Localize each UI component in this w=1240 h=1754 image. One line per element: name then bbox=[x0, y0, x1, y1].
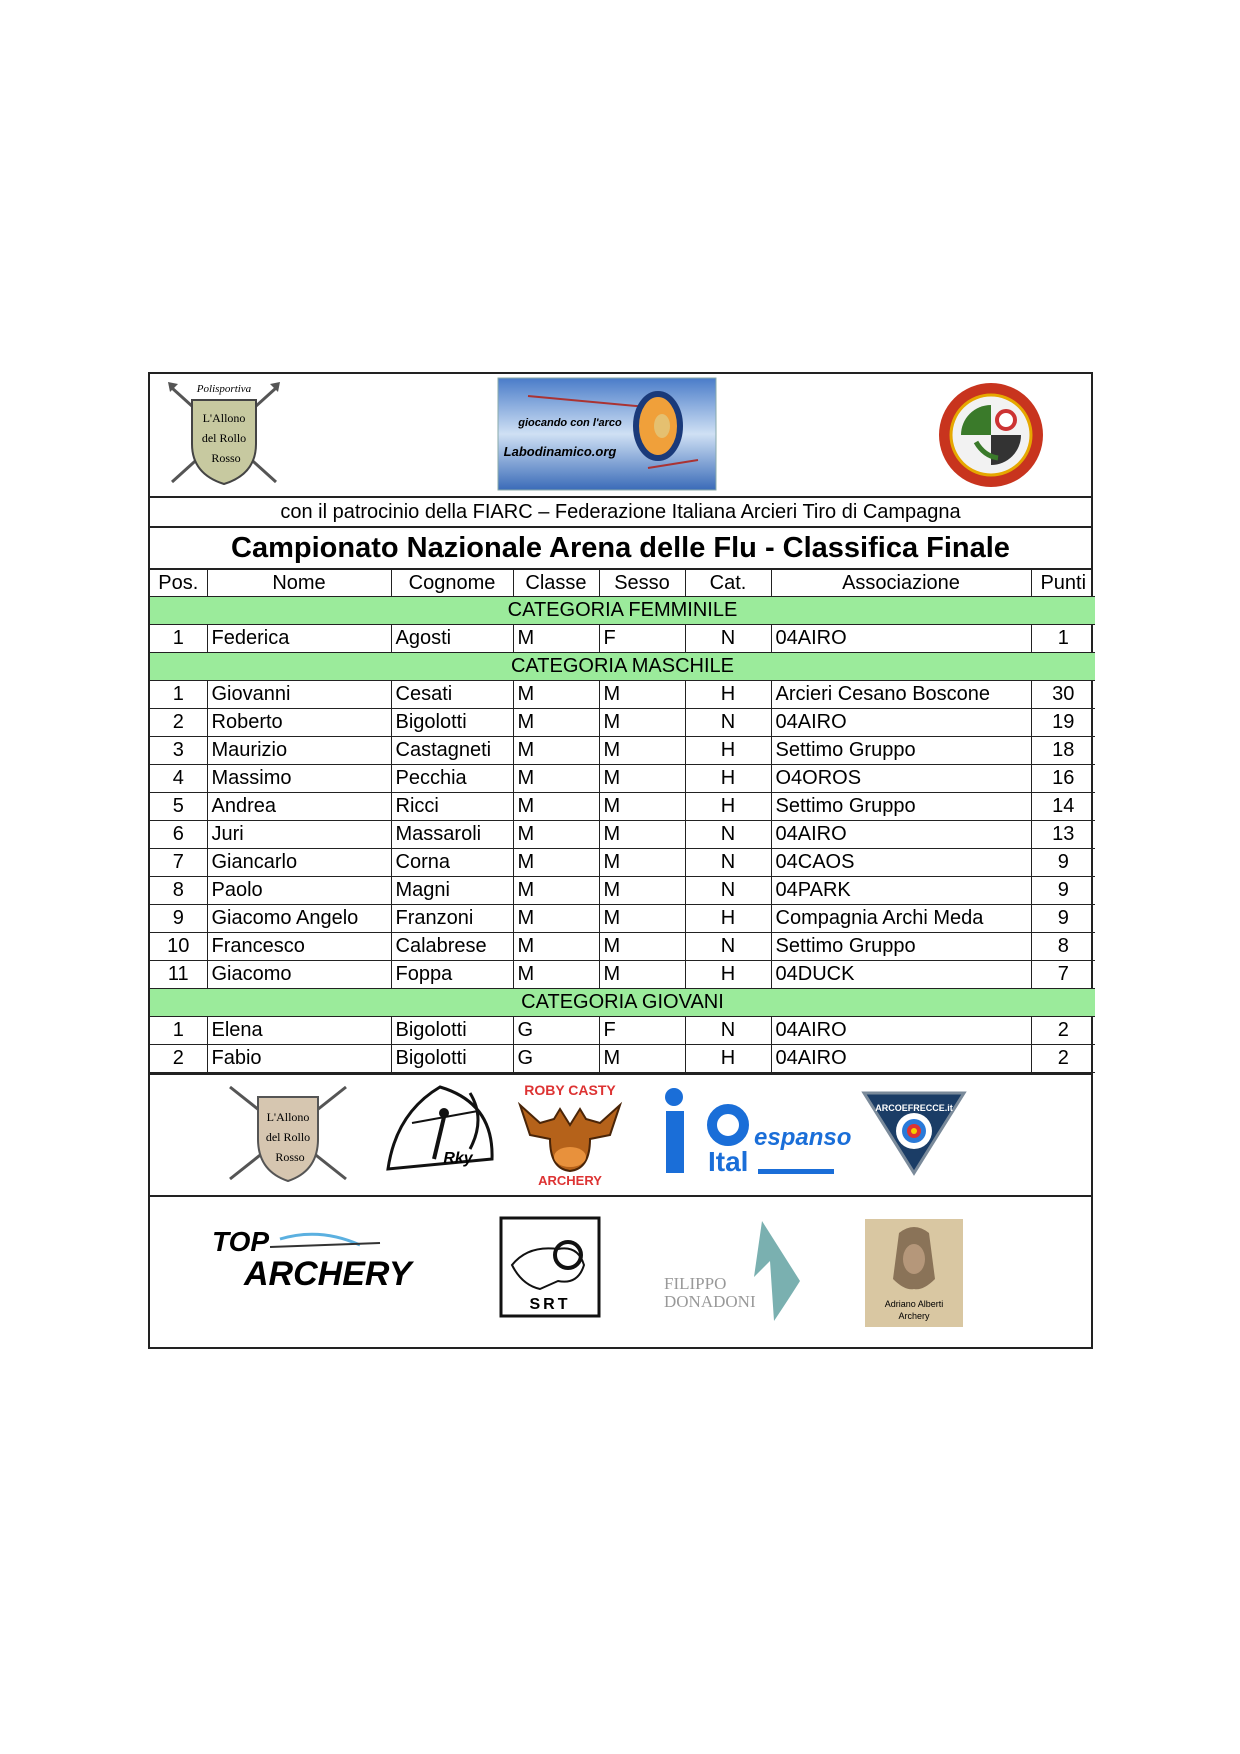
cell-classe: G bbox=[513, 1045, 599, 1073]
cell-sesso: F bbox=[599, 625, 685, 653]
cell-punti: 2 bbox=[1031, 1045, 1095, 1073]
results-sheet bbox=[148, 372, 1093, 1349]
cell-pos: 9 bbox=[150, 905, 207, 933]
cell-cat: H bbox=[685, 765, 771, 793]
cell-classe: M bbox=[513, 877, 599, 905]
cell-nome: Fabio bbox=[207, 1045, 391, 1073]
cell-sesso: M bbox=[599, 793, 685, 821]
fiarc-seal-logo bbox=[936, 380, 1046, 490]
cell-assoc: Settimo Gruppo bbox=[771, 737, 1031, 765]
cell-cat: H bbox=[685, 737, 771, 765]
cell-assoc: 04DUCK bbox=[771, 961, 1031, 989]
cell-cognome: Bigolotti bbox=[391, 1045, 513, 1073]
cell-classe: M bbox=[513, 961, 599, 989]
cell-pos: 5 bbox=[150, 793, 207, 821]
cell-assoc: 04AIRO bbox=[771, 1017, 1031, 1045]
svg-text:del Rollo: del Rollo bbox=[201, 431, 247, 445]
cell-punti: 9 bbox=[1031, 905, 1095, 933]
cell-cat: N bbox=[685, 877, 771, 905]
cell-classe: M bbox=[513, 793, 599, 821]
cell-punti: 19 bbox=[1031, 709, 1095, 737]
cell-sesso: M bbox=[599, 905, 685, 933]
table-row bbox=[150, 961, 1095, 989]
table-row bbox=[150, 793, 1095, 821]
svg-text:ROBY CASTY: ROBY CASTY bbox=[524, 1082, 616, 1098]
cell-classe: G bbox=[513, 1017, 599, 1045]
cell-cat: H bbox=[685, 905, 771, 933]
cell-cognome: Cesati bbox=[391, 681, 513, 709]
sponsor-logos-row-2 bbox=[150, 1197, 1091, 1347]
cell-classe: M bbox=[513, 765, 599, 793]
cell-assoc: Arcieri Cesano Boscone bbox=[771, 681, 1031, 709]
cell-cognome: Castagneti bbox=[391, 737, 513, 765]
category-label: CATEGORIA GIOVANI bbox=[150, 989, 1095, 1017]
archer-logo bbox=[382, 1083, 498, 1183]
cell-nome: Juri bbox=[207, 821, 391, 849]
svg-text:DONADONI: DONADONI bbox=[664, 1292, 756, 1311]
category-row bbox=[150, 989, 1095, 1017]
adriano-alberti-logo bbox=[865, 1219, 963, 1327]
cell-nome: Giovanni bbox=[207, 681, 391, 709]
cell-sesso: M bbox=[599, 737, 685, 765]
table-row bbox=[150, 765, 1095, 793]
cell-punti: 14 bbox=[1031, 793, 1095, 821]
svg-text:Polisportiva: Polisportiva bbox=[196, 383, 252, 395]
column-header: Cognome bbox=[391, 570, 513, 597]
cell-nome: Elena bbox=[207, 1017, 391, 1045]
cell-assoc: Settimo Gruppo bbox=[771, 793, 1031, 821]
top-logos bbox=[150, 374, 1091, 498]
cell-nome: Federica bbox=[207, 625, 391, 653]
cell-cat: N bbox=[685, 933, 771, 961]
table-row bbox=[150, 821, 1095, 849]
cell-nome: Francesco bbox=[207, 933, 391, 961]
category-row bbox=[150, 653, 1095, 681]
cell-pos: 11 bbox=[150, 961, 207, 989]
svg-text:Archery: Archery bbox=[898, 1311, 930, 1321]
cell-cognome: Franzoni bbox=[391, 905, 513, 933]
svg-text:Labodinamico.org: Labodinamico.org bbox=[503, 444, 617, 459]
cell-assoc: Compagnia Archi Meda bbox=[771, 905, 1031, 933]
cell-punti: 9 bbox=[1031, 877, 1095, 905]
labodinamico-logo bbox=[498, 378, 716, 490]
cell-cognome: Calabrese bbox=[391, 933, 513, 961]
cell-nome: Giancarlo bbox=[207, 849, 391, 877]
table-row bbox=[150, 1017, 1095, 1045]
table-row bbox=[150, 933, 1095, 961]
cell-cognome: Bigolotti bbox=[391, 709, 513, 737]
cell-cat: N bbox=[685, 625, 771, 653]
cell-classe: M bbox=[513, 933, 599, 961]
cell-pos: 2 bbox=[150, 1045, 207, 1073]
cell-cat: H bbox=[685, 681, 771, 709]
cell-classe: M bbox=[513, 821, 599, 849]
cell-cognome: Ricci bbox=[391, 793, 513, 821]
cell-sesso: M bbox=[599, 849, 685, 877]
cell-pos: 4 bbox=[150, 765, 207, 793]
cell-punti: 13 bbox=[1031, 821, 1095, 849]
cell-punti: 8 bbox=[1031, 933, 1095, 961]
cell-punti: 1 bbox=[1031, 625, 1095, 653]
cell-pos: 3 bbox=[150, 737, 207, 765]
cell-classe: M bbox=[513, 849, 599, 877]
svg-text:SRT: SRT bbox=[529, 1296, 571, 1313]
svg-text:Rky: Rky bbox=[443, 1150, 473, 1167]
polisportiva-shield-logo bbox=[166, 378, 282, 490]
cell-pos: 6 bbox=[150, 821, 207, 849]
sponsor-logos-row-1 bbox=[150, 1073, 1091, 1197]
cell-assoc: 04PARK bbox=[771, 877, 1031, 905]
table-row bbox=[150, 737, 1095, 765]
cell-sesso: M bbox=[599, 933, 685, 961]
svg-text:ARCOEFRECCE.it: ARCOEFRECCE.it bbox=[875, 1103, 953, 1113]
arcoefrecce-logo bbox=[858, 1087, 970, 1179]
table-row bbox=[150, 625, 1095, 653]
cell-cat: H bbox=[685, 793, 771, 821]
category-label: CATEGORIA FEMMINILE bbox=[150, 597, 1095, 625]
cell-punti: 30 bbox=[1031, 681, 1095, 709]
cell-cognome: Bigolotti bbox=[391, 1017, 513, 1045]
cell-sesso: F bbox=[599, 1017, 685, 1045]
srt-ram-logo bbox=[498, 1215, 602, 1319]
cell-punti: 16 bbox=[1031, 765, 1095, 793]
ranking-table bbox=[150, 570, 1095, 1073]
column-header: Cat. bbox=[685, 570, 771, 597]
cell-punti: 9 bbox=[1031, 849, 1095, 877]
page-title: Campionato Nazionale Arena delle Flu - Classifica Finale bbox=[150, 528, 1091, 570]
cell-cat: H bbox=[685, 961, 771, 989]
cell-cat: H bbox=[685, 1045, 771, 1073]
table-header-row bbox=[150, 570, 1095, 597]
cell-assoc: O4OROS bbox=[771, 765, 1031, 793]
cell-classe: M bbox=[513, 709, 599, 737]
cell-cat: N bbox=[685, 849, 771, 877]
svg-text:ARCHERY: ARCHERY bbox=[538, 1173, 602, 1188]
cell-cognome: Foppa bbox=[391, 961, 513, 989]
cell-nome: Giacomo Angelo bbox=[207, 905, 391, 933]
cell-assoc: Settimo Gruppo bbox=[771, 933, 1031, 961]
svg-text:L'Allono: L'Allono bbox=[266, 1110, 310, 1124]
cell-cat: N bbox=[685, 709, 771, 737]
cell-pos: 2 bbox=[150, 709, 207, 737]
table-row bbox=[150, 849, 1095, 877]
cell-assoc: 04AIRO bbox=[771, 821, 1031, 849]
cell-pos: 8 bbox=[150, 877, 207, 905]
table-row bbox=[150, 877, 1095, 905]
cell-nome: Roberto bbox=[207, 709, 391, 737]
table-row bbox=[150, 709, 1095, 737]
cell-assoc: 04CAOS bbox=[771, 849, 1031, 877]
cell-nome: Massimo bbox=[207, 765, 391, 793]
cell-pos: 1 bbox=[150, 625, 207, 653]
column-header: Associazione bbox=[771, 570, 1031, 597]
cell-pos: 1 bbox=[150, 681, 207, 709]
svg-text:ARCHERY: ARCHERY bbox=[244, 1255, 412, 1293]
table-row bbox=[150, 1045, 1095, 1073]
column-header: Sesso bbox=[599, 570, 685, 597]
cell-punti: 18 bbox=[1031, 737, 1095, 765]
svg-text:espanso: espanso bbox=[754, 1124, 852, 1151]
svg-text:del Rollo: del Rollo bbox=[265, 1130, 311, 1144]
cell-cat: N bbox=[685, 821, 771, 849]
cell-nome: Paolo bbox=[207, 877, 391, 905]
svg-text:L'Allono: L'Allono bbox=[202, 411, 246, 425]
column-header: Punti bbox=[1031, 570, 1095, 597]
cell-nome: Giacomo bbox=[207, 961, 391, 989]
cell-nome: Maurizio bbox=[207, 737, 391, 765]
cell-sesso: M bbox=[599, 709, 685, 737]
svg-text:giocando con l'arco: giocando con l'arco bbox=[518, 417, 622, 429]
cell-sesso: M bbox=[599, 961, 685, 989]
cell-sesso: M bbox=[599, 821, 685, 849]
cell-pos: 1 bbox=[150, 1017, 207, 1045]
allono-shield-logo bbox=[222, 1079, 354, 1187]
cell-punti: 2 bbox=[1031, 1017, 1095, 1045]
column-header: Pos. bbox=[150, 570, 207, 597]
svg-text:Ital: Ital bbox=[708, 1146, 749, 1177]
svg-text:Rosso: Rosso bbox=[275, 1150, 305, 1164]
cell-cognome: Pecchia bbox=[391, 765, 513, 793]
cell-cat: N bbox=[685, 1017, 771, 1045]
roby-casty-moose-logo bbox=[510, 1079, 630, 1189]
table-row bbox=[150, 905, 1095, 933]
donadoni-logo bbox=[660, 1217, 810, 1327]
patronage-line: con il patrocinio della FIARC – Federazione Italiana Arcieri Tiro di Campagna bbox=[150, 498, 1091, 528]
cell-assoc: 04AIRO bbox=[771, 709, 1031, 737]
cell-classe: M bbox=[513, 737, 599, 765]
cell-pos: 10 bbox=[150, 933, 207, 961]
ital-espanso-logo bbox=[658, 1083, 852, 1183]
cell-classe: M bbox=[513, 905, 599, 933]
cell-sesso: M bbox=[599, 877, 685, 905]
cell-cognome: Corna bbox=[391, 849, 513, 877]
svg-text:Adriano Alberti: Adriano Alberti bbox=[884, 1299, 944, 1309]
cell-sesso: M bbox=[599, 765, 685, 793]
category-label: CATEGORIA MASCHILE bbox=[150, 653, 1095, 681]
cell-cognome: Massaroli bbox=[391, 821, 513, 849]
category-row bbox=[150, 597, 1095, 625]
column-header: Nome bbox=[207, 570, 391, 597]
cell-pos: 7 bbox=[150, 849, 207, 877]
table-row bbox=[150, 681, 1095, 709]
svg-text:TOP: TOP bbox=[212, 1226, 270, 1257]
top-archery-logo bbox=[210, 1221, 410, 1301]
cell-sesso: M bbox=[599, 1045, 685, 1073]
cell-nome: Andrea bbox=[207, 793, 391, 821]
cell-classe: M bbox=[513, 681, 599, 709]
column-header: Classe bbox=[513, 570, 599, 597]
svg-text:Rosso: Rosso bbox=[211, 451, 241, 465]
cell-classe: M bbox=[513, 625, 599, 653]
cell-cognome: Magni bbox=[391, 877, 513, 905]
cell-sesso: M bbox=[599, 681, 685, 709]
cell-punti: 7 bbox=[1031, 961, 1095, 989]
cell-cognome: Agosti bbox=[391, 625, 513, 653]
cell-assoc: 04AIRO bbox=[771, 625, 1031, 653]
cell-assoc: 04AIRO bbox=[771, 1045, 1031, 1073]
svg-text:FILIPPO: FILIPPO bbox=[664, 1274, 727, 1293]
